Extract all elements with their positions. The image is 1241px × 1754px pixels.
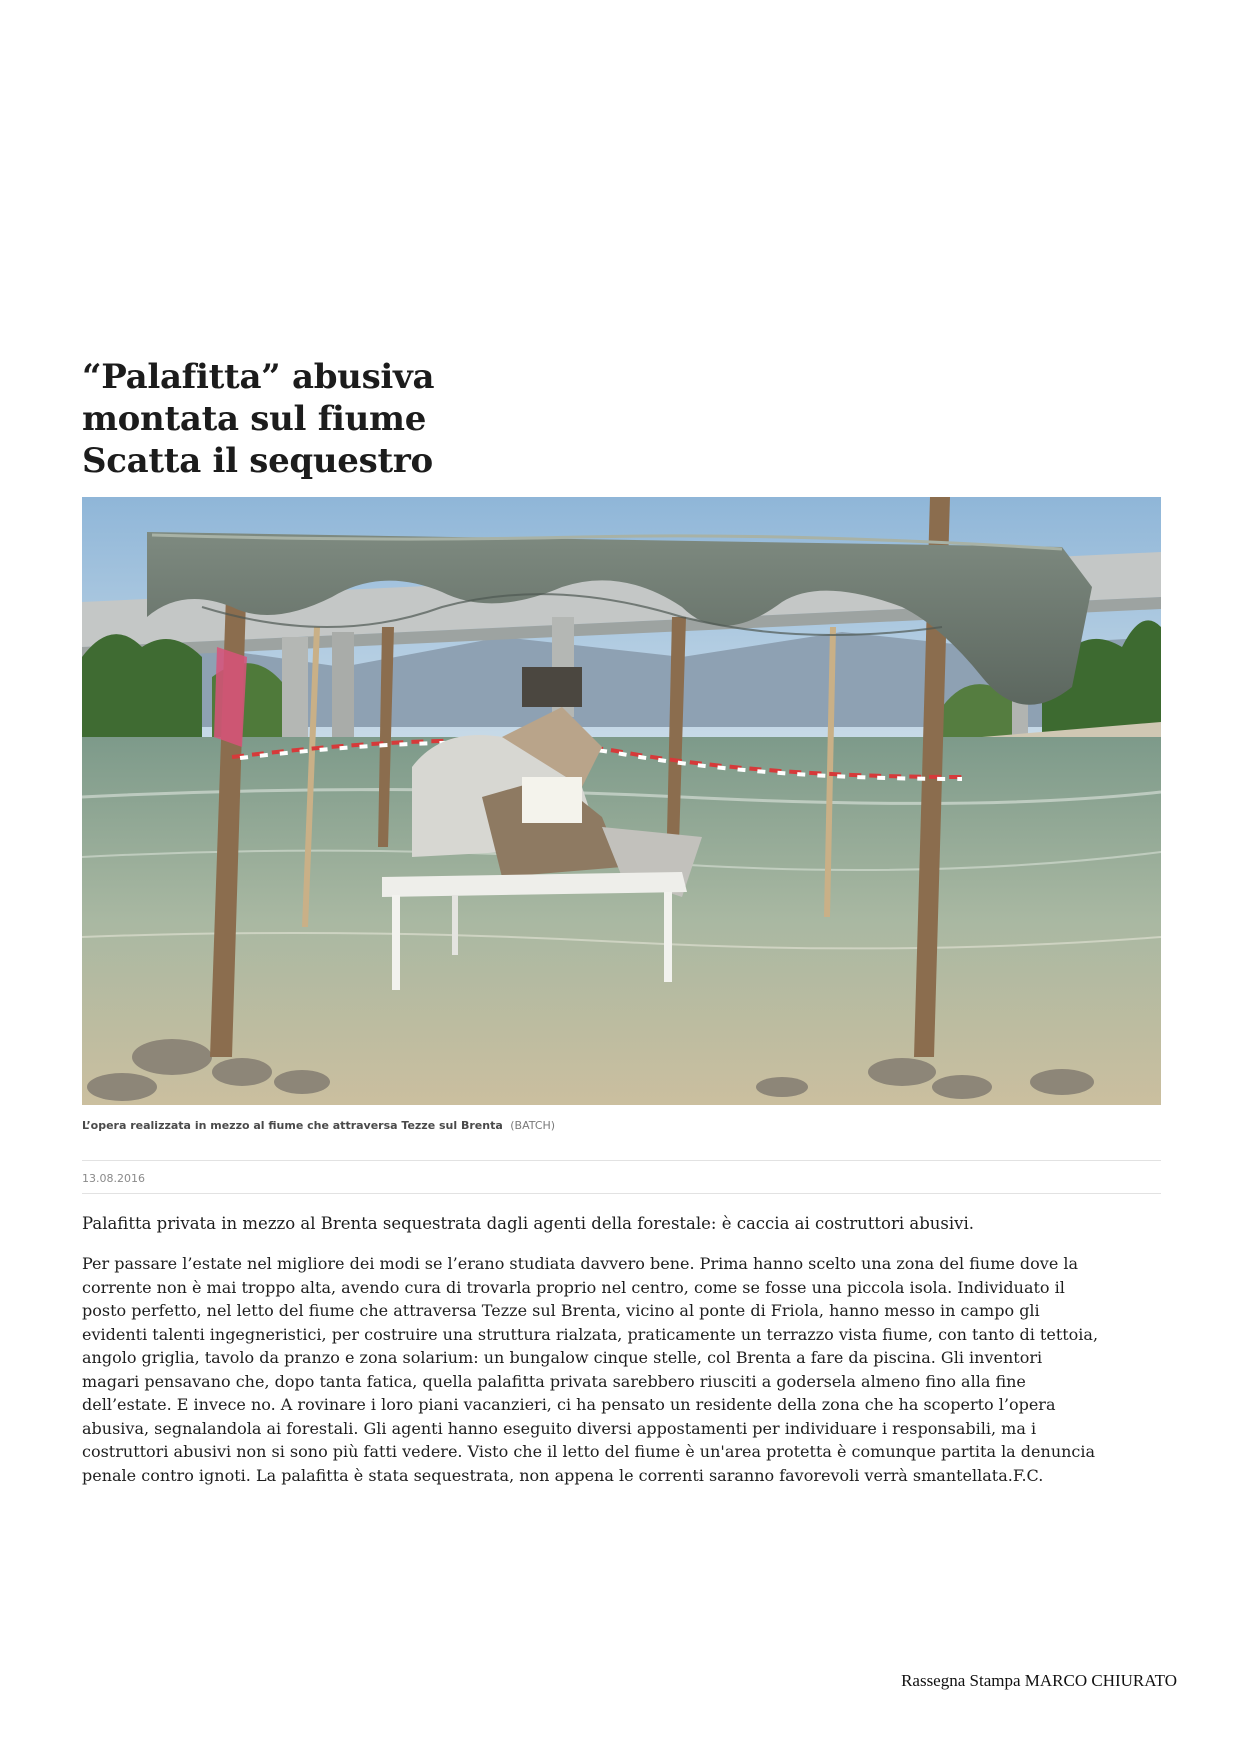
body-line: angolo griglia, tavolo da pranzo e zona solarium: un bungalow cinque stelle, col Brenta a fare da piscina. Gli inventori (82, 1348, 1043, 1367)
body-line: evidenti talenti ingegneristici, per costruire una struttura rialzata, praticamente un terrazzo vista fiume, con tanto di tettoia, (82, 1324, 1099, 1344)
body-line: costruttori abusivi non si sono più fatti vedere. Visto che il letto del fiume è un'area protetta è comunque partita la denuncia (82, 1442, 1096, 1461)
divider (82, 1160, 1161, 1161)
headline-line: Scatta il sequestro (82, 441, 433, 481)
headline-line: “Palafitta” abusiva (82, 357, 435, 397)
article-headline (82, 356, 602, 482)
caption-text: L’opera realizzata in mezzo al fiume che attraversa Tezze sul Brenta (82, 1119, 503, 1132)
headline-line: montata sul fiume (82, 399, 427, 439)
body-line: abusiva, segnalandola ai forestali. Gli agenti hanno eseguito diversi appostamenti per individuare i responsabili, ma i (82, 1418, 1037, 1438)
body-line: dell’estate. E invece no. A rovinare i loro piani vacanzieri, ci ha pensato un residente della zona che ha scoperto l’opera (82, 1395, 1056, 1414)
article-photo (82, 497, 1161, 1105)
photo-caption (82, 1119, 1161, 1132)
article-date: 13.08.2016 (82, 1172, 145, 1185)
body-line: corrente non è mai troppo alta, avendo cura di trovarla proprio nel centro, come se fosse una piccola isola. Individuato il (82, 1277, 1065, 1297)
article-lead: Palafitta privata in mezzo al Brenta sequestrata dagli agenti della forestale: è caccia ai costruttori abusivi. (82, 1214, 975, 1233)
press-review-footer: Rassegna Stampa MARCO CHIURATO (901, 1671, 1177, 1690)
caption-credit: (BATCH) (510, 1119, 556, 1132)
article-body (82, 1252, 1161, 1487)
body-line: penale contro ignoti. La palafitta è stata sequestrata, non appena le correnti saranno favorevoli verrà smantellata.F.C. (82, 1465, 1044, 1485)
body-line: magari pensavano che, dopo tanta fatica, quella palafitta privata sarebbero riusciti a godersela almeno fino alla fine (82, 1371, 1026, 1391)
body-line: Per passare l’estate nel migliore dei modi se l’erano studiata davvero bene. Prima hanno scelto una zona del fiume dove la (82, 1254, 1079, 1273)
body-line: posto perfetto, nel letto del fiume che attraversa Tezze sul Brenta, vicino al ponte di Friola, hanno messo in campo gli (82, 1301, 1040, 1320)
river-structure-photo (82, 497, 1161, 1105)
divider (82, 1193, 1161, 1194)
